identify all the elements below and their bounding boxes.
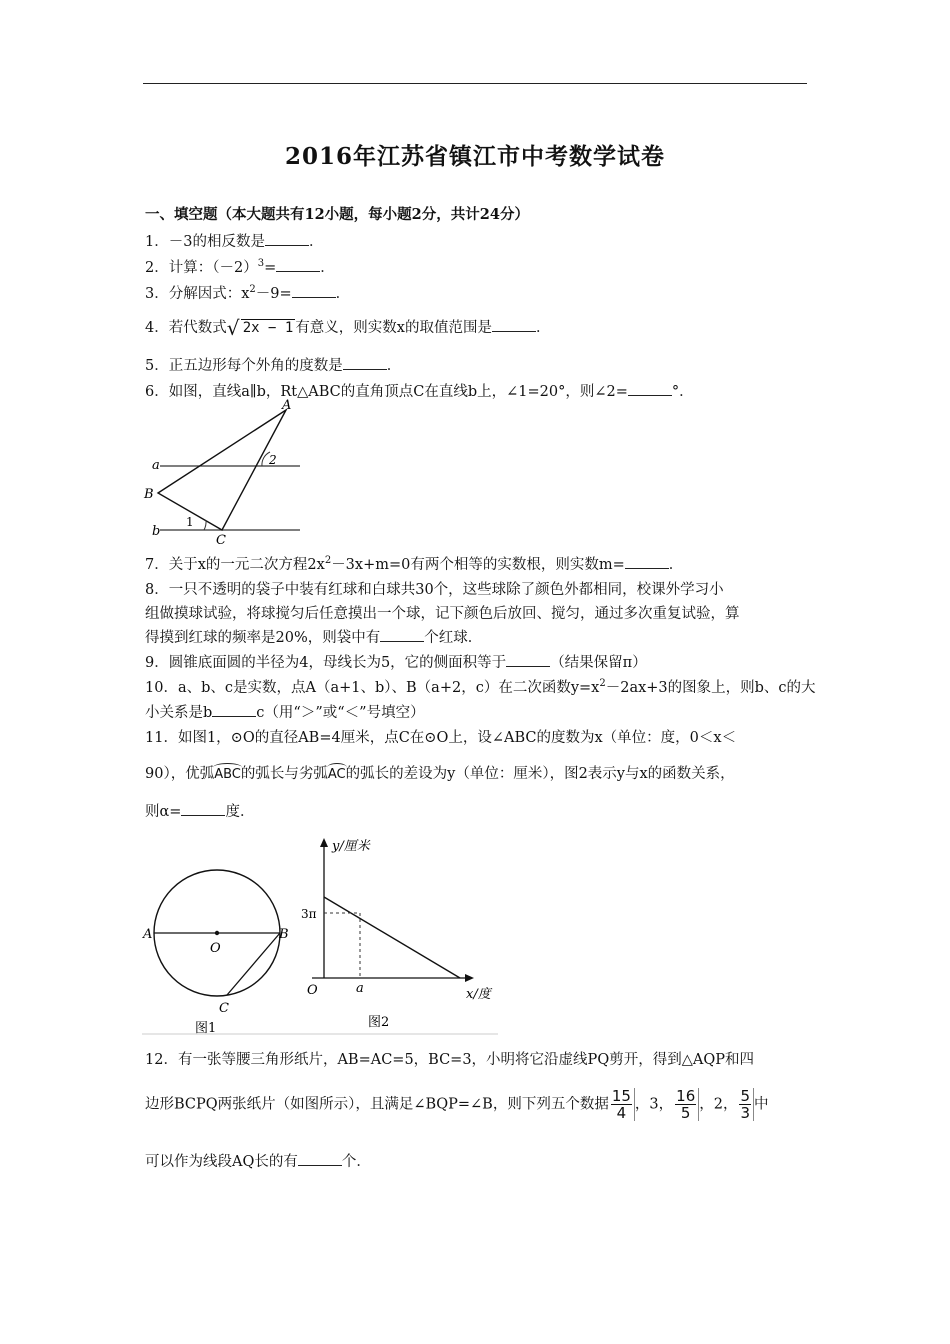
question-11-line-2: 90），优弧ABC的弧长与劣弧AC的弧长的差设为y（单位：厘米），图2表示y与x的函数关系， [145, 762, 735, 783]
fraction-5-3: $\frac{5}{3}$ [737, 1088, 754, 1121]
y-axis-arrow [320, 838, 328, 847]
question-12-line-3: 可以作为线段AQ长的有 个． [145, 1154, 371, 1170]
center-point [215, 931, 219, 935]
label-B: B [144, 487, 154, 502]
page-title: 2016年江苏省镇江市中考数学试卷 [284, 143, 665, 170]
label-B: B [279, 927, 289, 942]
question-6: 6．如图，直线a∥b，Rt△ABC的直角顶点C在直线b上，∠1=20°，则∠2= °． [145, 384, 694, 400]
triangle-abc [158, 410, 286, 530]
figure-6 [140, 398, 310, 546]
label-b: b [152, 524, 161, 539]
angle-1-arc [204, 520, 206, 530]
label-angle-1: 1 [186, 515, 194, 529]
answer-blank[interactable] [212, 703, 256, 717]
question-8-line-1: 8．一只不透明的袋子中装有红球和白球共30个，这些球除了颜色外都相同，校课外学习小 [145, 582, 724, 598]
answer-blank[interactable] [298, 1152, 342, 1166]
label-O: O [210, 941, 221, 956]
y-axis-label: y/厘米 [332, 839, 370, 854]
answer-blank[interactable] [181, 802, 225, 816]
question-11-line-3: 则α= 度． [145, 804, 255, 820]
question-10-line-1: 10．a、b、c是实数，点A（a+1、b）、B（a+2，c）在二次函数$y=x^2-2ax+3$的图象上，则b、c的大 [145, 678, 816, 696]
label-C: C [219, 1001, 229, 1016]
section-heading: 一、填空题（本大题共有12小题，每小题2分，共计24分） [145, 206, 529, 223]
caption-figure-1: 图1 [195, 1021, 217, 1036]
question-12-line-1: 12．有一张等腰三角形纸片，AB=AC=5，BC=3，小明将它沿虚线PQ剪开，得到△AQP和四 [145, 1052, 754, 1068]
graph-line [324, 897, 460, 978]
header-rule [143, 83, 807, 84]
sqrt-expression: √ 2x − 1 [226, 316, 294, 340]
question-5: 5．正五边形每个外角的度数是 ． [145, 358, 402, 374]
label-a: a [152, 458, 160, 473]
x-axis-arrow [465, 974, 474, 982]
answer-blank[interactable] [292, 284, 336, 298]
question-8-line-2: 组做摸球试验，将球搅匀后任意摸出一个球，记下颜色后放回、搅匀，通过多次重复试验，算 [145, 606, 740, 622]
label-A: A [282, 398, 292, 413]
answer-blank[interactable] [628, 382, 672, 396]
y-tick-label: 3π [301, 907, 317, 921]
answer-blank[interactable] [265, 232, 309, 246]
question-12-line-2: 边形BCPQ两张纸片（如图所示），且满足∠BQP=∠B，则下列五个数据 $\frac{15}{4}$ ，3， $\frac{16}{5}$ ，2， $\frac{5}{3}$ 中 [145, 1087, 769, 1122]
label-A: A [143, 927, 153, 942]
question-1: 1．－3的相反数是 ． [145, 234, 324, 250]
answer-blank[interactable] [492, 318, 536, 332]
minor-arc-AC: AC [328, 763, 346, 782]
x-axis-label: x/度 [466, 987, 491, 1002]
answer-blank[interactable] [276, 258, 320, 272]
answer-blank[interactable] [380, 628, 424, 642]
answer-blank[interactable] [343, 356, 387, 370]
caption-figure-2: 图2 [368, 1015, 390, 1030]
label-origin: O [307, 983, 318, 998]
answer-blank[interactable] [506, 653, 550, 667]
question-2: 2．计算：$(-2)^3=$ ． [145, 258, 335, 276]
figure-11 [140, 832, 505, 1037]
question-11-line-1: 11．如图1，⊙O的直径AB=4厘米，点C在⊙O上，设∠ABC的度数为x（单位：度，0＜x＜ [145, 730, 737, 746]
label-angle-2: 2 [269, 453, 277, 467]
question-3: 3．分解因式：$x^2-9=$ ． [145, 284, 351, 302]
question-7: 7．关于x的一元二次方程$2x^2-3x+m=0$有两个相等的实数根，则实数m= ． [145, 555, 684, 573]
question-9: 9．圆锥底面圆的半径为4，母线长为5，它的侧面积等于 （结果保留π） [145, 655, 647, 671]
fraction-15-4: $\frac{15}{4}$ [609, 1088, 635, 1121]
answer-blank[interactable] [625, 555, 669, 569]
fraction-16-5: $\frac{16}{5}$ [673, 1088, 699, 1121]
question-10-line-2: 小关系是b c（用“＞”或“＜”号填空） [145, 705, 425, 721]
x-tick-label: a [356, 981, 364, 996]
question-4: 4．若代数式 √ 2x − 1 有意义，则实数x的取值范围是 ． [145, 316, 551, 340]
label-C: C [216, 533, 226, 546]
major-arc-ABC: ABC [214, 763, 241, 782]
question-8-line-3: 得摸到红球的频率是20%，则袋中有 个红球． [145, 630, 483, 646]
